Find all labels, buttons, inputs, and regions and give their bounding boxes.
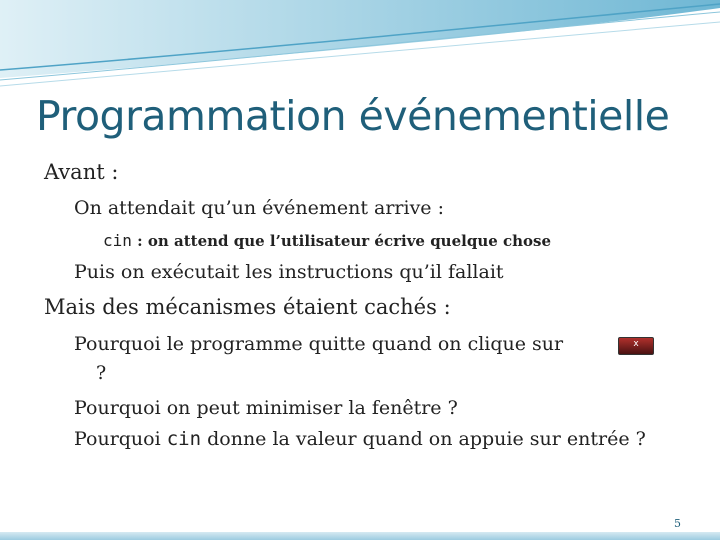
bullet-text: Puis on exécutait les instructions qu’il fallait [74,261,504,283]
sub-sub-bullet-cin [98,231,551,250]
sub-bullet-minimiser [74,397,458,419]
bullet-text: Avant : [44,160,119,184]
bullet-text-post: donne la valeur quand on appuie sur entrée ? [201,428,646,450]
bullet-text: On attendait qu’un événement arrive : [74,197,444,219]
code-cin: cin [166,428,202,450]
bullet-avant [44,160,118,184]
window-close-button-illustration [618,337,654,355]
slide-title: Programmation événementielle [36,92,670,140]
bullet-mecanismes [44,295,451,319]
sub-bullet-quitte [74,333,563,355]
page-number: 5 [674,517,681,530]
bullet-text: : on attend que l’utilisateur écrive quelque chose [131,232,552,250]
sub-bullet-quitte-continuation: ? [96,362,107,384]
code-cin: cin [103,231,132,250]
close-icon: x [633,339,639,349]
bullet-text: Mais des mécanismes étaient cachés : [44,295,451,319]
header-wave-decoration [0,0,720,90]
sub-bullet-executait [74,261,504,283]
bullet-text: Pourquoi le programme quitte quand on clique sur [74,333,564,355]
footer-band [0,532,720,540]
sub-bullet-cin-entree [74,428,646,450]
bullet-text-pre: Pourquoi [74,428,167,450]
sub-bullet-attendait [74,197,444,219]
bullet-text: Pourquoi on peut minimiser la fenêtre ? [74,397,458,419]
